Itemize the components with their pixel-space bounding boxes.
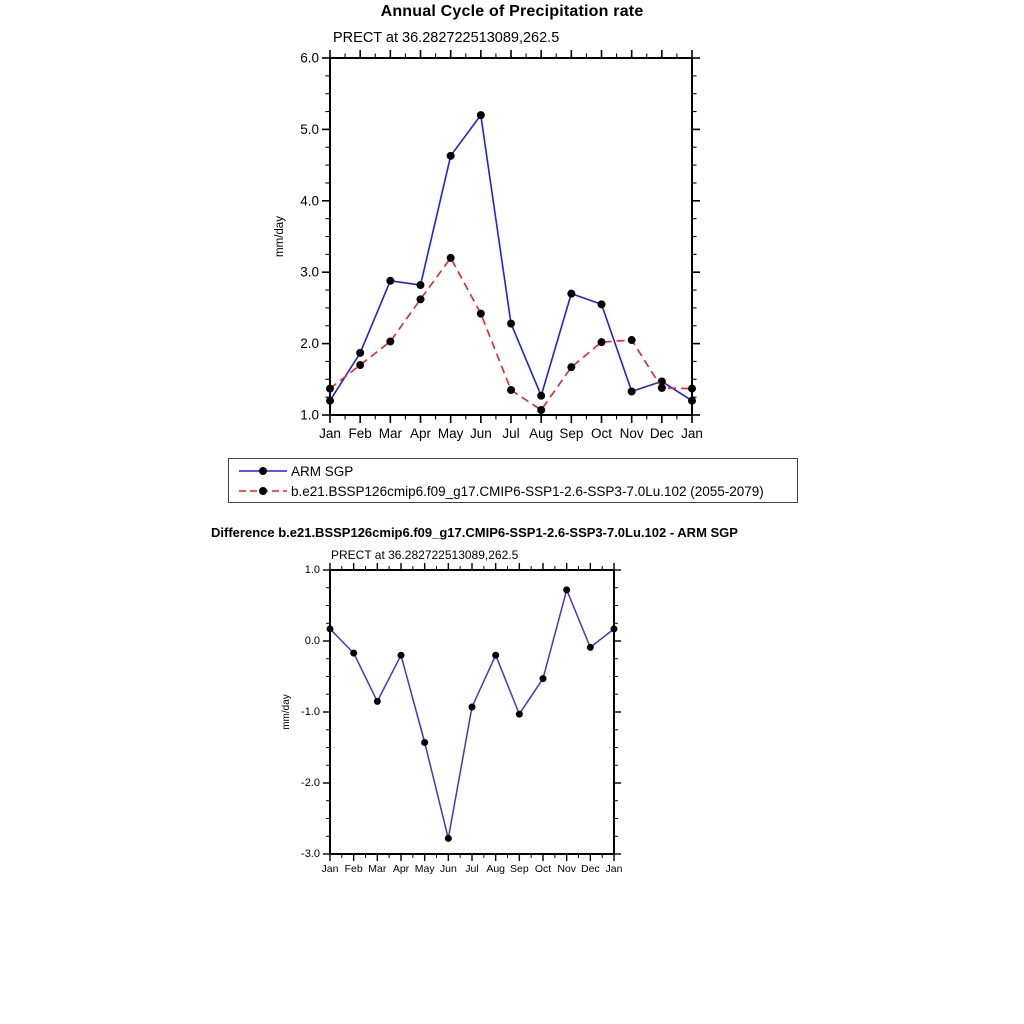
data-point-marker [598, 338, 606, 346]
x-tick-label: Feb [348, 426, 372, 441]
data-point-marker [386, 337, 394, 345]
difference-chart-subtitle: PRECT at 36.282722513089,262.5 [331, 548, 519, 562]
x-tick-label: Mar [368, 863, 387, 875]
y-tick-label: 1.0 [304, 564, 320, 576]
legend-label-arm-sgp: ARM SGP [291, 463, 354, 479]
data-point-marker [492, 652, 499, 659]
data-point-marker [326, 397, 334, 405]
legend-item-arm-sgp [238, 461, 797, 481]
series-markers-0 [326, 111, 696, 405]
y-tick-label: 6.0 [300, 50, 319, 66]
x-tick-label: Jan [681, 426, 703, 441]
data-point-marker [417, 281, 425, 289]
top-chart-subtitle: PRECT at 36.282722513089,262.5 [333, 30, 560, 46]
data-point-marker [611, 625, 618, 632]
x-tick-label: Dec [649, 426, 674, 441]
y-tick-label: 0.0 [304, 635, 320, 647]
x-tick-label: Oct [534, 863, 552, 875]
x-tick-label: Nov [619, 426, 644, 441]
legend-sample-marker [259, 467, 267, 475]
x-tick-label: Jun [469, 426, 492, 441]
data-point-marker [327, 625, 334, 632]
series-line-0 [330, 590, 614, 839]
y-tick-label: 4.0 [300, 193, 319, 209]
y-axis-title: mm/day [274, 216, 286, 257]
data-point-marker [398, 652, 405, 659]
data-point-marker [356, 349, 364, 357]
data-point-marker [374, 698, 381, 705]
x-tick-label: Jan [319, 426, 341, 441]
data-point-marker [628, 387, 636, 395]
series-markers-1 [326, 254, 696, 414]
data-point-marker [447, 254, 455, 262]
data-point-marker [658, 384, 666, 392]
axis-ticks [323, 563, 621, 861]
data-point-marker [477, 310, 485, 318]
x-tick-label: Apr [392, 863, 410, 875]
x-tick-label: Dec [580, 863, 600, 875]
legend-box [228, 458, 798, 503]
legend-line-sample-dashed-icon [238, 483, 288, 499]
chart-1 [281, 563, 623, 875]
data-point-marker [445, 835, 452, 842]
x-tick-label: Aug [529, 426, 554, 441]
data-point-marker [417, 295, 425, 303]
x-tick-label: May [414, 863, 435, 875]
data-point-marker [587, 644, 594, 651]
data-point-marker [537, 406, 545, 414]
chart-0 [274, 50, 703, 441]
x-tick-label: Jan [321, 863, 339, 875]
data-point-marker [326, 385, 334, 393]
x-tick-label: Oct [590, 426, 613, 441]
x-tick-label: Sep [509, 863, 529, 875]
data-point-marker [386, 277, 394, 285]
series-line-0 [330, 115, 692, 401]
legend-item-model-run [238, 481, 797, 501]
y-tick-label: 5.0 [300, 121, 319, 137]
x-tick-label: Jul [465, 863, 479, 875]
x-tick-label: Jul [502, 426, 520, 441]
data-point-marker [688, 397, 696, 405]
x-tick-label: Feb [344, 863, 363, 875]
data-point-marker [421, 739, 428, 746]
data-point-marker [447, 152, 455, 160]
data-point-marker [350, 650, 357, 657]
x-tick-label: Aug [486, 863, 506, 875]
data-point-marker [507, 386, 515, 394]
difference-chart-title: Difference b.e21.BSSP126cmip6.f09_g17.CMIP6-SSP1-2.6-SSP3-7.0Lu.102 - ARM SGP [211, 525, 738, 540]
x-tick-label: Nov [557, 863, 577, 875]
data-point-marker [516, 711, 523, 718]
y-tick-label: 2.0 [300, 336, 319, 352]
axis-tick-labels [301, 564, 623, 875]
axis-tick-labels [300, 51, 703, 442]
legend-sample-marker [259, 487, 267, 495]
y-tick-label: -1.0 [301, 706, 320, 718]
x-tick-label: Jan [605, 863, 623, 875]
data-point-marker [688, 385, 696, 393]
x-tick-label: Sep [559, 426, 584, 441]
y-axis-title: mm/day [281, 694, 292, 730]
axis-ticks [322, 50, 700, 423]
x-tick-label: Apr [409, 426, 432, 441]
data-point-marker [567, 363, 575, 371]
data-point-marker [469, 704, 476, 711]
legend-line-sample-solid-icon [238, 463, 288, 479]
data-point-marker [537, 392, 545, 400]
plot-frame [330, 570, 614, 854]
plot-frame [330, 58, 692, 415]
y-tick-label: -2.0 [301, 777, 320, 789]
series-markers-0 [327, 586, 618, 842]
data-point-marker [507, 320, 515, 328]
data-point-marker [563, 586, 570, 593]
x-tick-label: Jun [439, 863, 457, 875]
y-tick-label: 1.0 [300, 407, 319, 423]
data-point-marker [356, 361, 364, 369]
x-tick-label: May [437, 426, 464, 441]
data-point-marker [628, 336, 636, 344]
top-chart-title: Annual Cycle of Precipitation rate [380, 3, 644, 20]
y-tick-label: 3.0 [300, 264, 319, 280]
legend-label-model-run: b.e21.BSSP126cmip6.f09_g17.CMIP6-SSP1-2.6-SSP3-7.0Lu.102 (2055-2079) [291, 483, 764, 499]
data-point-marker [540, 675, 547, 682]
data-point-marker [598, 300, 606, 308]
data-point-marker [477, 111, 485, 119]
x-tick-label: Mar [378, 426, 402, 441]
data-point-marker [567, 290, 575, 298]
y-tick-label: -3.0 [301, 848, 320, 860]
